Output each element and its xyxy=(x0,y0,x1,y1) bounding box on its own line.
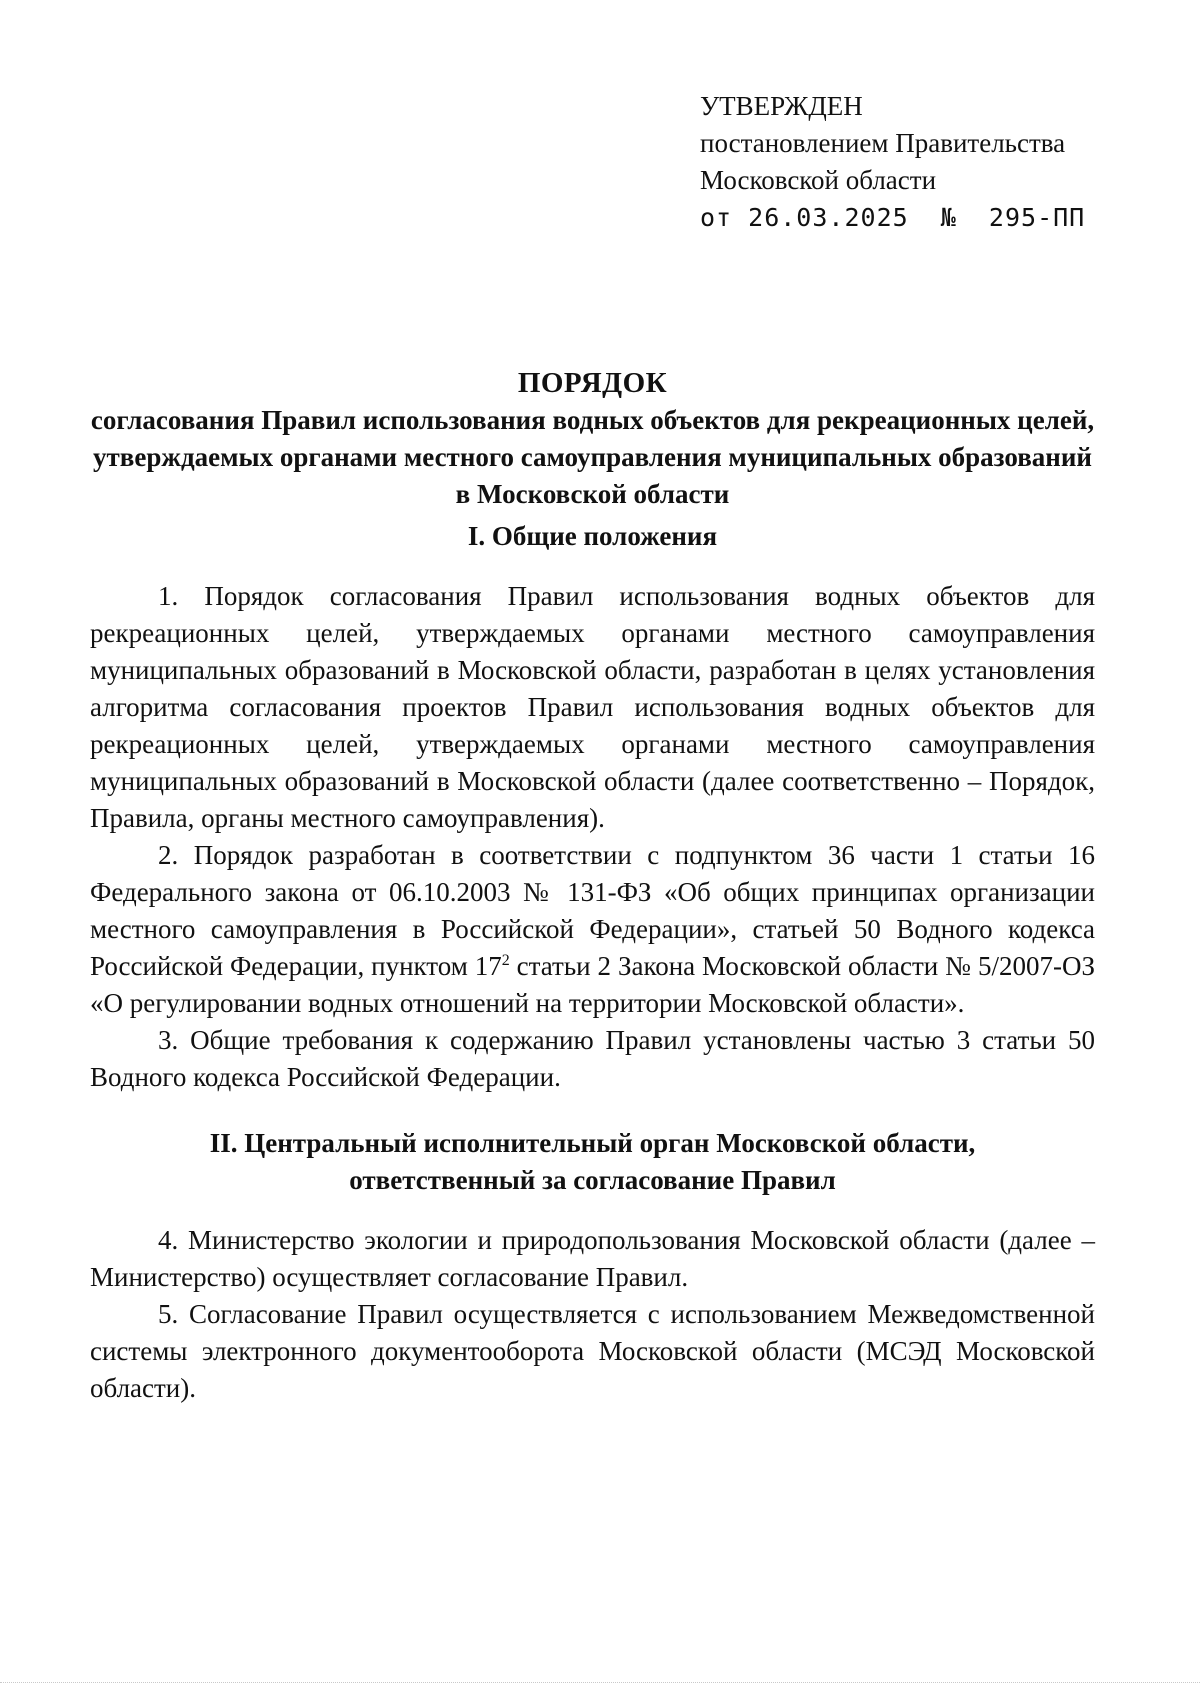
document-title: ПОРЯДОК xyxy=(517,367,668,399)
approval-status: УТВЕРЖДЕН xyxy=(700,91,863,121)
approval-region: Московской области xyxy=(700,165,937,195)
scan-edge-artifact xyxy=(0,1682,1200,1683)
approval-date-number: от 26.03.2025 № 295-ПП xyxy=(700,203,1086,232)
section-2-body xyxy=(90,1222,1095,1407)
section-1-heading: I. Общие положения xyxy=(467,521,718,551)
section-2-heading-line-2: ответственный за согласование Правил xyxy=(349,1165,836,1195)
paragraph-2-text: 2. Порядок разработан в соответствии с подпунктом 36 части 1 статьи 16 Федерального закона от 06.10.2003 № 131-ФЗ «Об общих принципах организации местного самоуправления в Российской Федерации», статьей 50 Водного кодекса Российской Федерации, пунктом 17 xyxy=(90,840,1095,981)
paragraph-3: 3. Общие требования к содержанию Правил установлены частью 3 статьи 50 Водного кодекса Российской Федерации. xyxy=(90,1025,1095,1092)
approval-block xyxy=(700,88,1140,236)
section-1-body xyxy=(90,578,1095,1096)
paragraph-5: 5. Согласование Правил осуществляется с использованием Межведомственной системы электронного документооборота Московской области (МСЭД Московской области). xyxy=(90,1299,1095,1403)
document-subtitle: согласования Правил использования водных объектов для рекреационных целей, утверждаемых органами местного самоуправления муниципальных образований в Московской области xyxy=(90,405,1095,509)
paragraph-1: 1. Порядок согласования Правил использования водных объектов для рекреационных целей, утверждаемых органами местного самоуправления муниципальных образований в Московской области, разработан в целях установления алгоритма согласования проектов Правил использования водных объектов для рекреационных целей, утверждаемых органами местного самоуправления муниципальных образований в Московской области (далее соответственно – Порядок, Правила, органы местного самоуправления). xyxy=(90,581,1095,833)
paragraph-2 xyxy=(90,837,1095,1022)
approval-issuer: постановлением Правительства xyxy=(700,128,1066,158)
section-2-heading xyxy=(90,1125,1095,1199)
section-2-heading-line-1: II. Центральный исполнительный орган Московской области, xyxy=(209,1128,976,1158)
paragraph-2-text-cont: статьи 2 Закона Московской области № 5/2007-ОЗ «О регулировании водных отношений на территории Московской области». xyxy=(90,951,1095,1018)
paragraph-2-superscript: 2 xyxy=(501,952,510,969)
document-title-block xyxy=(90,364,1095,513)
paragraph-4: 4. Министерство экологии и природопользования Московской области (далее – Министерство) осуществляет согласование Правил. xyxy=(90,1225,1095,1292)
